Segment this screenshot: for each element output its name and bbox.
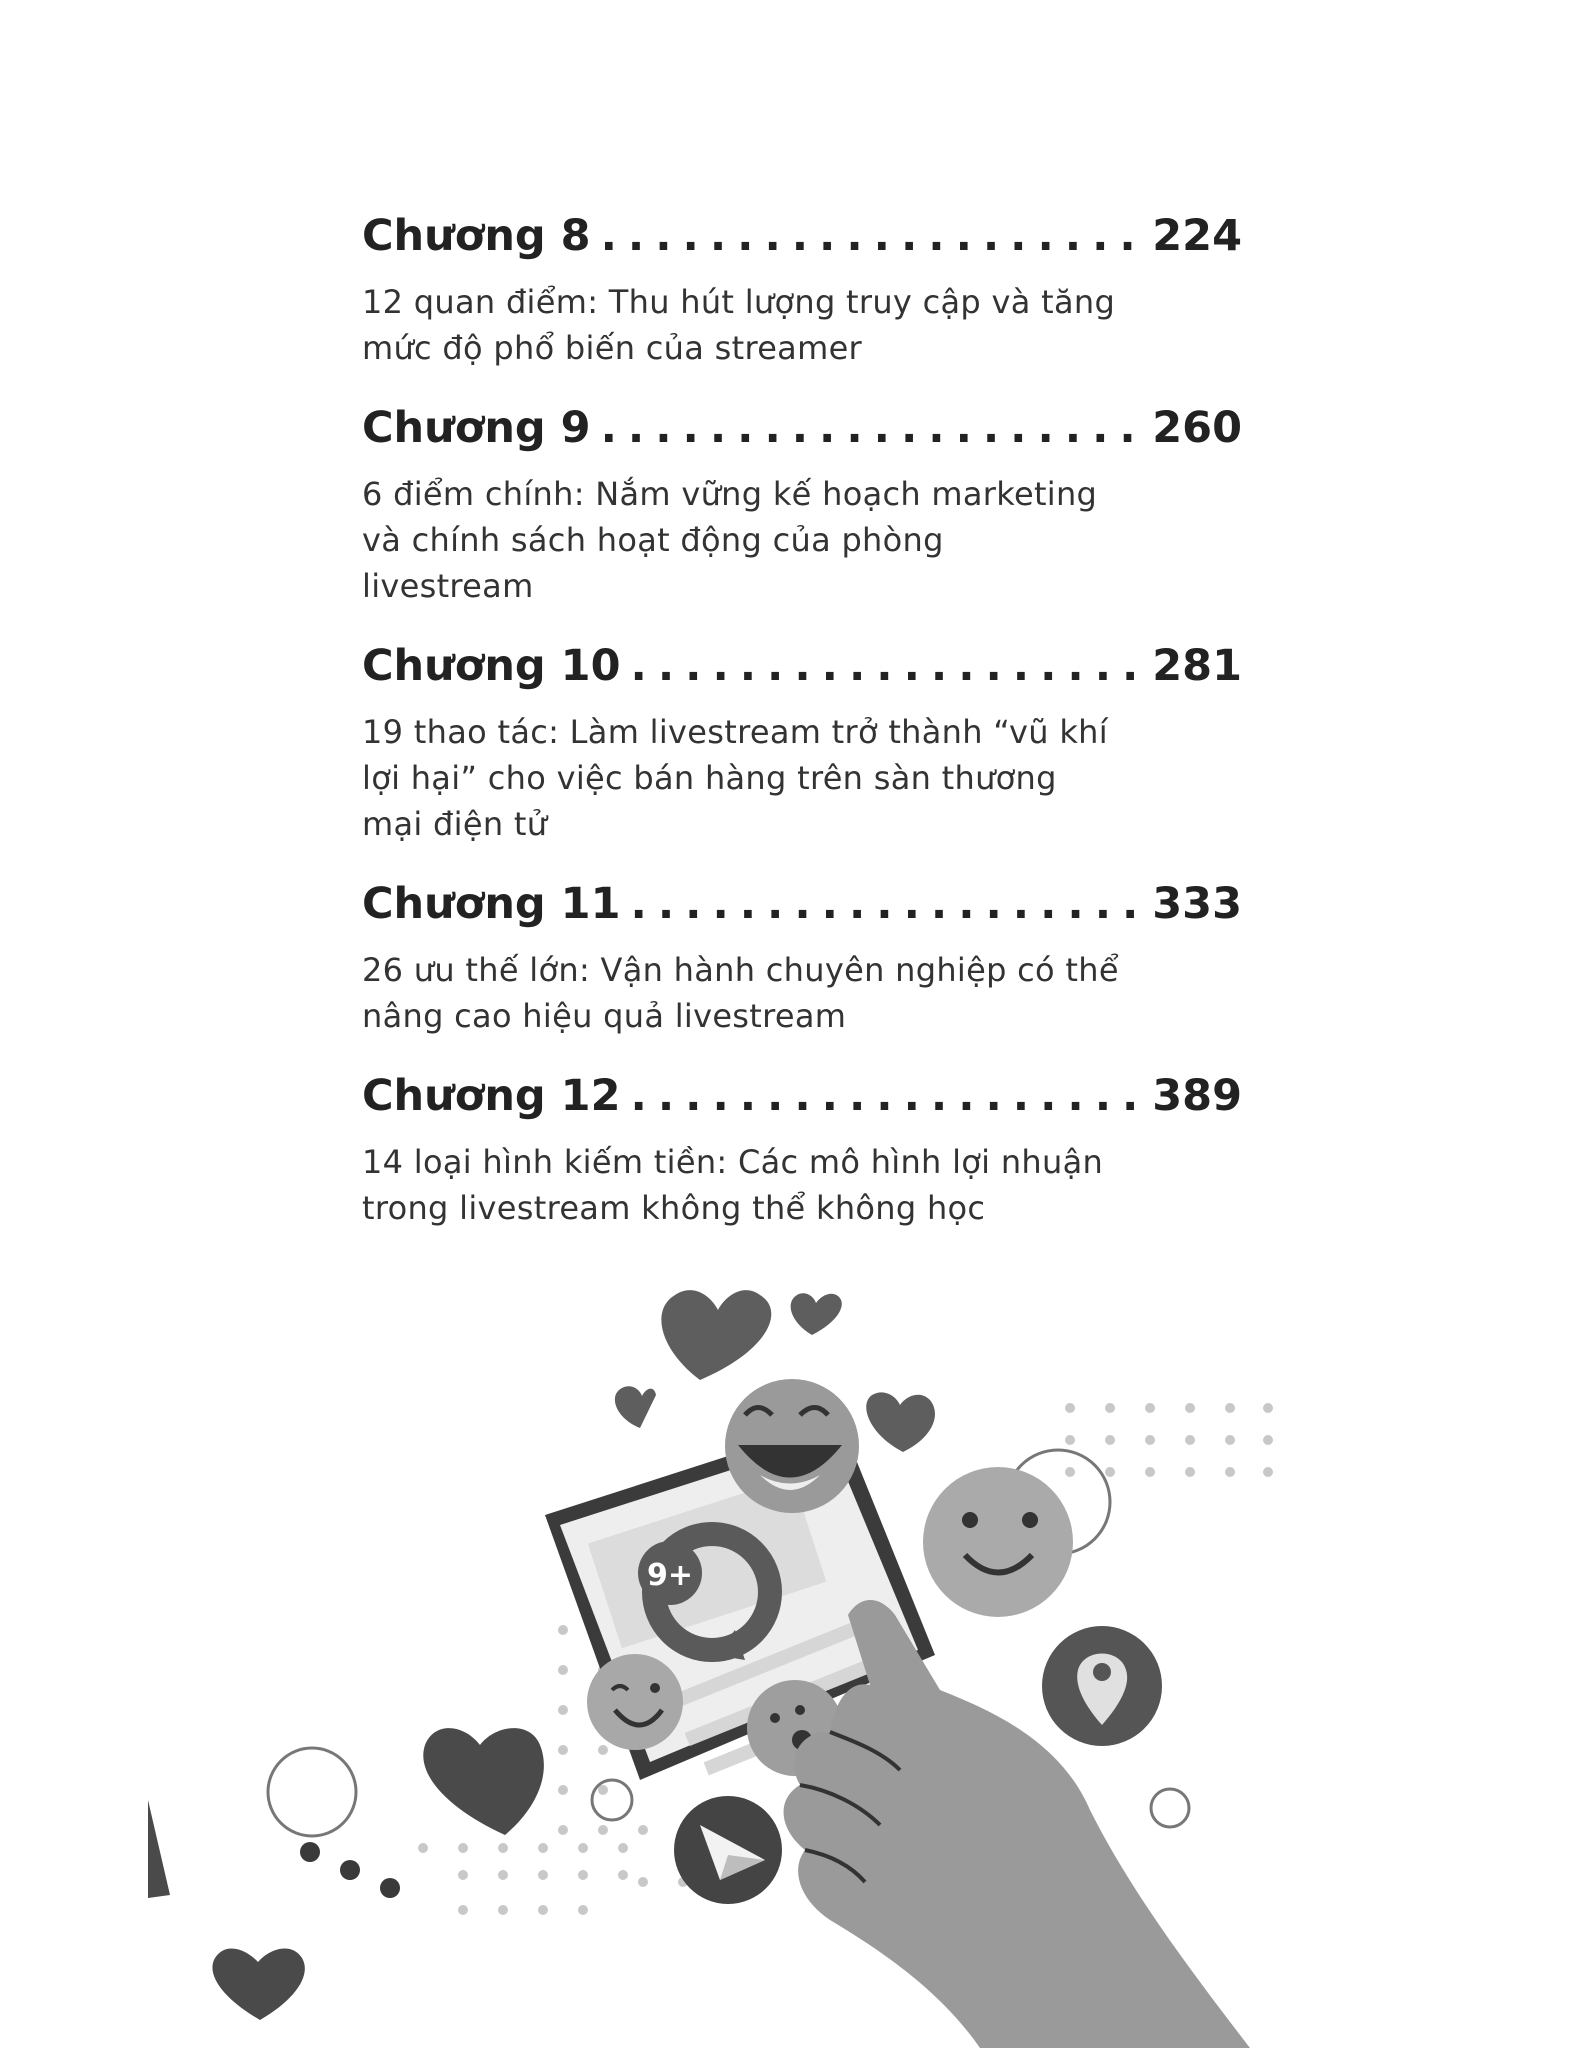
toc-entry[interactable] bbox=[362, 397, 1242, 609]
chapter-title: Chương 8 bbox=[362, 211, 591, 261]
chapter-description: 14 loại hình kiếm tiền: Các mô hình lợi nhuận trong livestream không thể không học bbox=[362, 1143, 1104, 1227]
chapter-heading bbox=[362, 1065, 1242, 1127]
toc-entry[interactable] bbox=[362, 635, 1242, 847]
toc-entry[interactable] bbox=[362, 1065, 1242, 1231]
chapter-description: 26 ưu thế lớn: Vận hành chuyên nghiệp có thể nâng cao hiệu quả livestream bbox=[362, 951, 1119, 1035]
outline-circle bbox=[592, 1780, 632, 1820]
chapter-title: Chương 12 bbox=[362, 1071, 621, 1121]
chapter-heading bbox=[362, 635, 1242, 697]
chapter-description: 19 thao tác: Làm livestream trở thành “vũ khí lợi hại” cho việc bán hàng trên sàn thương mại điện tử bbox=[362, 713, 1108, 843]
page-number: 333 bbox=[1152, 879, 1242, 929]
outline-circle bbox=[268, 1748, 356, 1836]
page-number: 389 bbox=[1152, 1071, 1242, 1121]
heart-icon bbox=[423, 1728, 544, 1835]
chapter-title: Chương 9 bbox=[362, 403, 591, 453]
heart-icon bbox=[791, 1293, 842, 1335]
heart-icon bbox=[212, 1948, 304, 2020]
toc-entry[interactable] bbox=[362, 205, 1242, 371]
page-number: 224 bbox=[1152, 211, 1242, 261]
dot bbox=[300, 1842, 320, 1862]
dot-leader bbox=[601, 397, 1145, 459]
page-number: 260 bbox=[1152, 403, 1242, 453]
table-of-contents bbox=[362, 205, 1242, 1257]
decorative-shape bbox=[148, 1800, 170, 1898]
chapter-heading bbox=[362, 873, 1242, 935]
dot bbox=[340, 1860, 360, 1880]
smiley-icon bbox=[923, 1467, 1073, 1617]
chapter-description: 6 điểm chính: Nắm vững kế hoạch marketing và chính sách hoạt động của phòng livestream bbox=[362, 475, 1098, 605]
dot-leader bbox=[631, 1065, 1145, 1127]
outline-circle bbox=[1151, 1789, 1189, 1827]
winking-face-icon bbox=[587, 1654, 683, 1750]
paper-plane-icon bbox=[674, 1796, 782, 1904]
dot-leader bbox=[601, 205, 1145, 267]
chapter-title: Chương 10 bbox=[362, 641, 621, 691]
livestream-illustration bbox=[0, 1270, 1582, 2048]
heart-icon bbox=[661, 1290, 771, 1380]
dot bbox=[380, 1878, 400, 1898]
heart-icon bbox=[866, 1392, 935, 1452]
toc-entry[interactable] bbox=[362, 873, 1242, 1039]
chapter-description: 12 quan điểm: Thu hút lượng truy cập và tăng mức độ phổ biến của streamer bbox=[362, 283, 1116, 367]
chapter-title: Chương 11 bbox=[362, 879, 621, 929]
notification-badge: 9+ bbox=[646, 1558, 694, 1593]
location-pin-icon bbox=[1042, 1626, 1162, 1746]
dot-leader bbox=[631, 635, 1145, 697]
page-number: 281 bbox=[1152, 641, 1242, 691]
dot-leader bbox=[631, 873, 1145, 935]
chapter-heading bbox=[362, 205, 1242, 267]
laughing-face-icon bbox=[725, 1379, 859, 1513]
chapter-heading bbox=[362, 397, 1242, 459]
heart-icon bbox=[615, 1386, 656, 1428]
